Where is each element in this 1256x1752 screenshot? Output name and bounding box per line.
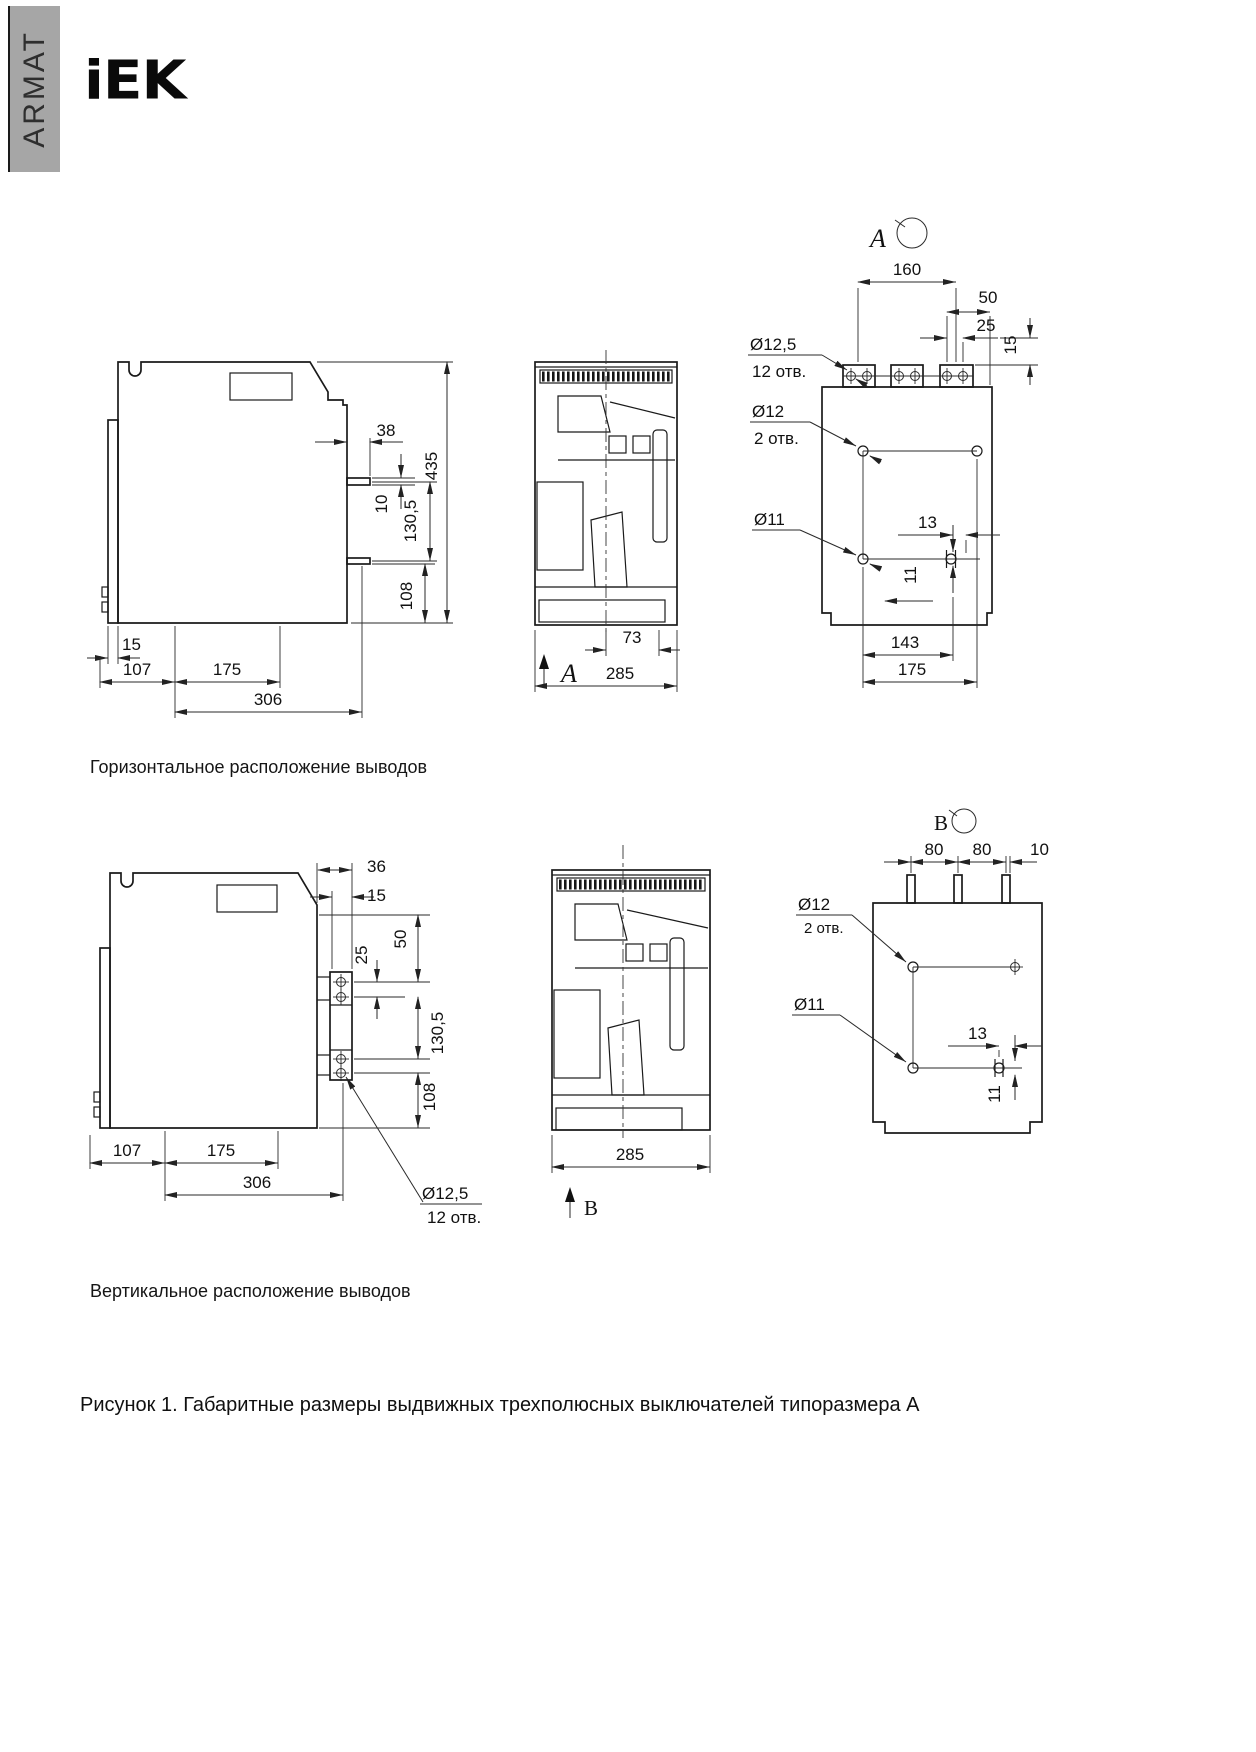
view-letter-a: A <box>870 224 886 253</box>
dim-38: 38 <box>376 421 396 440</box>
label-2-holes: 2 отв. <box>804 920 844 937</box>
v-side-view <box>75 755 485 1235</box>
h-side-view <box>85 330 455 725</box>
dim-10: 10 <box>372 494 391 514</box>
dim-306: 306 <box>253 690 283 709</box>
view-direction-arrow-a <box>539 654 549 669</box>
brand-strip <box>8 6 60 172</box>
label-dia-11: Ø11 <box>754 510 785 529</box>
dim-80-a: 80 <box>924 840 944 859</box>
dim-107: 107 <box>122 660 152 679</box>
dim-130-5: 130,5 <box>401 499 420 543</box>
v-front-dimensions <box>552 1135 710 1220</box>
figure-caption: Рисунок 1. Габаритные размеры выдвижных трехполюсных выключателей типоразмера А <box>80 1394 920 1416</box>
dim-285: 285 <box>615 1145 645 1164</box>
dim-13: 13 <box>918 513 937 532</box>
h-rear-dimensions <box>748 260 1038 688</box>
label-12-holes: 12 отв. <box>752 362 807 381</box>
label-12-holes: 12 отв. <box>427 1208 482 1227</box>
v-side-outline <box>94 873 352 1128</box>
dim-435: 435 <box>422 451 441 481</box>
dim-80-b: 80 <box>972 840 992 859</box>
label-2-holes: 2 отв. <box>754 429 799 448</box>
v-side-dimensions <box>90 857 482 1227</box>
dim-130-5: 130,5 <box>428 1011 447 1055</box>
v-rear-view-label <box>934 809 976 835</box>
h-rear-view <box>650 185 1040 700</box>
label-dia-12: Ø12 <box>798 895 831 914</box>
iek-logo: iEK <box>84 48 186 112</box>
caption-horizontal: Горизонтальное расположение выводов <box>90 757 428 777</box>
dim-50: 50 <box>978 288 998 307</box>
brand-strip-label: ARMAT <box>18 30 51 148</box>
dim-25: 25 <box>352 945 371 965</box>
view-letter-b: В <box>934 811 949 835</box>
view-letter-a: A <box>561 659 577 688</box>
dim-50: 50 <box>391 929 410 949</box>
view-letter-b: В <box>584 1196 599 1220</box>
dim-160: 160 <box>892 260 922 279</box>
dim-285: 285 <box>605 664 635 683</box>
dim-25: 25 <box>976 316 996 335</box>
label-dia-12-5: Ø12,5 <box>750 335 797 354</box>
h-rear-view-label <box>868 218 927 253</box>
v-rear-outline <box>873 875 1042 1133</box>
dim-73: 73 <box>622 628 642 647</box>
dim-15: 15 <box>122 635 141 654</box>
dim-143: 143 <box>890 633 920 652</box>
view-direction-arrow-b <box>565 1187 575 1202</box>
dim-175: 175 <box>206 1141 236 1160</box>
dim-107: 107 <box>112 1141 142 1160</box>
label-dia-11: Ø11 <box>794 995 825 1014</box>
dim-11: 11 <box>901 566 920 584</box>
dim-108: 108 <box>397 581 416 611</box>
dim-15: 15 <box>367 886 386 905</box>
h-side-dimensions <box>87 362 453 718</box>
dim-175: 175 <box>897 660 927 679</box>
caption-vertical: Вертикальное расположение выводов <box>90 1281 411 1301</box>
dim-108: 108 <box>420 1082 439 1112</box>
h-side-outline <box>102 362 370 623</box>
dim-36: 36 <box>367 857 386 876</box>
label-dia-12: Ø12 <box>752 402 785 421</box>
dim-11: 11 <box>985 1085 1004 1103</box>
dim-13: 13 <box>968 1024 987 1043</box>
dim-306: 306 <box>242 1173 272 1192</box>
dim-175: 175 <box>212 660 242 679</box>
dim-10: 10 <box>1030 840 1049 859</box>
v-front-outline <box>552 845 710 1138</box>
h-rear-outline <box>822 365 992 625</box>
label-dia-12-5: Ø12,5 <box>422 1184 469 1203</box>
dim-15: 15 <box>1001 335 1020 355</box>
v-rear-view <box>690 690 1060 1180</box>
